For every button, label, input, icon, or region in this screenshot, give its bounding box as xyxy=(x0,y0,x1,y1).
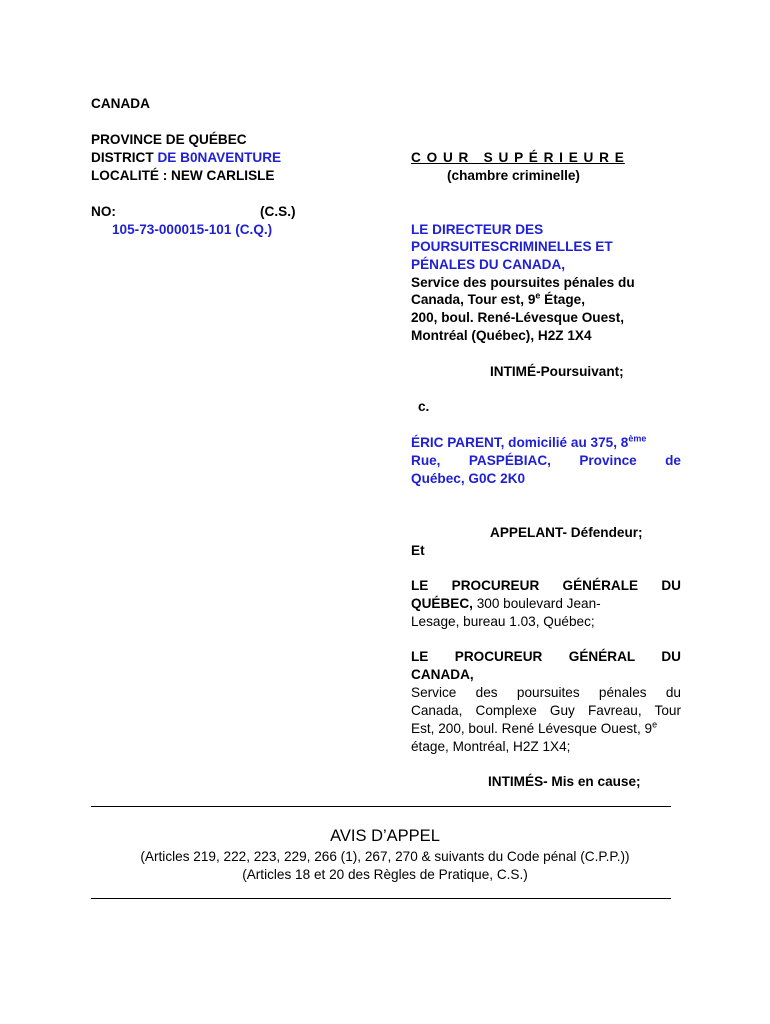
divider-top xyxy=(91,806,671,807)
party1-address-line1: Service des poursuites pénales du xyxy=(411,275,635,290)
party2-line3: Québec, G0C 2K0 xyxy=(411,471,526,486)
party1-address-line2-a: Canada, Tour est, 9 xyxy=(411,292,536,307)
file-no-label: NO: xyxy=(91,204,116,219)
party4-line6: étage, Montréal, H2Z 1X4; xyxy=(411,739,571,754)
province-label: PROVINCE DE QUÉBEC xyxy=(91,132,247,147)
and-label: Et xyxy=(411,543,425,558)
party3-line3: Lesage, bureau 1.03, Québec; xyxy=(411,614,595,629)
superscript: e xyxy=(652,719,658,730)
party2-role: APPELANT- Défendeur; xyxy=(490,525,643,540)
district-value: DE B0NAVENTURE xyxy=(157,150,282,165)
party1-name-line2: POURSUITESCRIMINELLES ET xyxy=(411,239,613,254)
court-name: C O U R S U P É R I E U R E xyxy=(411,150,625,165)
party1-name-line3: PÉNALES DU CANADA, xyxy=(411,257,566,272)
party1-address-line2 xyxy=(411,291,585,309)
party1-address-line2-b: Étage, xyxy=(540,292,585,307)
party1-name-line1: LE DIRECTEUR DES xyxy=(411,222,544,237)
party4-line5-a: Est, 200, boul. René Lévesque Ouest, 9 xyxy=(411,721,653,736)
notice-title: AVIS D’APPEL xyxy=(330,827,440,845)
party2-line2: Rue, PASPÉBIAC, Province de xyxy=(411,453,681,468)
party4-line4: Canada, Complexe Guy Favreau, Tour xyxy=(411,703,681,718)
party3-line2 xyxy=(411,595,601,613)
party2-line1 xyxy=(411,434,681,452)
party1-address-line4: Montréal (Québec), H2Z 1X4 xyxy=(411,328,592,343)
party3-line1: LE PROCUREUR GÉNÉRALE DU xyxy=(411,578,681,593)
notice-articles-1: (Articles 219, 222, 223, 229, 266 (1), 267, 270 & suivants du Code pénal (C.P.P.)) xyxy=(140,849,630,864)
party4-line1: LE PROCUREUR GÉNÉRAL DU xyxy=(411,649,681,664)
divider-bottom xyxy=(91,898,671,899)
party3-line2-bold: QUÉBEC, xyxy=(411,596,473,611)
party1-role: INTIMÉ-Poursuivant; xyxy=(490,364,624,379)
party4-line2: CANADA, xyxy=(411,667,474,682)
district-label: DISTRICT xyxy=(91,150,158,165)
party2-line1-a: ÉRIC PARENT, domicilié au 375, 8 xyxy=(411,435,629,450)
party3-line2-rest: 300 boulevard Jean- xyxy=(472,596,601,611)
superscript: e xyxy=(535,290,541,301)
district-line xyxy=(91,149,281,167)
versus-label: c. xyxy=(418,399,430,414)
party1-address-line3: 200, boul. René-Lévesque Ouest, xyxy=(411,310,625,325)
country-label: CANADA xyxy=(91,96,150,111)
file-number: 105-73-000015-101 (C.Q.) xyxy=(112,222,273,237)
notice-articles-2: (Articles 18 et 20 des Règles de Pratique, C.S.) xyxy=(242,867,528,882)
party4-role: INTIMÉS- Mis en cause; xyxy=(488,774,641,789)
court-chamber: (chambre criminelle) xyxy=(447,168,580,183)
party4-line5 xyxy=(411,720,681,738)
locality-label: LOCALITÉ : NEW CARLISLE xyxy=(91,168,275,183)
party4-line3: Service des poursuites pénales du xyxy=(411,685,681,700)
superscript: ème xyxy=(628,433,647,444)
cs-label: (C.S.) xyxy=(260,204,296,219)
